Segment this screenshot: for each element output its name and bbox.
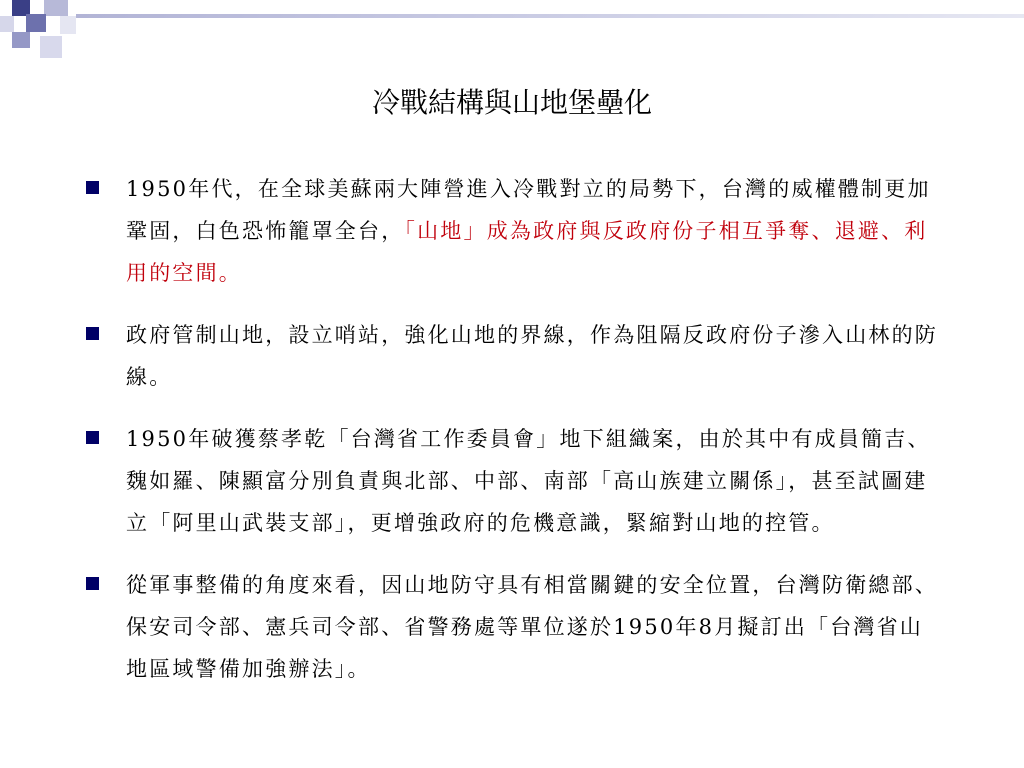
bullet-item xyxy=(86,564,946,690)
slide-title: 冷戰結構與山地堡壘化 xyxy=(371,86,652,119)
bullet-text: 1950年破獲蔡孝乾「台灣省工作委員會」地下組織案，由於其中有成員簡吉、魏如羅、陳顯富分別負責與北部、中部、南部「高山族建立關係」，甚至試圖建立「阿里山武裝支部」，更增強政府的危機意識，緊縮對山地的控管。 xyxy=(126,427,931,535)
bullet-item xyxy=(86,168,946,294)
decorative-square xyxy=(40,36,62,58)
square-bullet-icon xyxy=(86,431,99,444)
bullet-list xyxy=(86,168,946,710)
decorative-square xyxy=(12,32,30,48)
header-bar xyxy=(76,14,1024,18)
decorative-square xyxy=(44,0,68,16)
highlighted-text: 「山地」成為政府與反政府份子相互爭奪、退避、利用的空間。 xyxy=(126,219,928,285)
decorative-square xyxy=(26,14,46,32)
decorative-square xyxy=(60,16,76,34)
bullet-text xyxy=(126,177,931,285)
bullet-item xyxy=(86,418,946,544)
bullet-text: 政府管制山地，設立哨站，強化山地的界線，作為阻隔反政府份子滲入山林的防線。 xyxy=(126,323,938,389)
bullet-text-segment: 1950年代，在全球美蘇兩大陣營進入冷戰對立的局勢下，台灣的威權體制更加鞏固，白色恐怖籠罩全台， xyxy=(126,177,931,243)
bullet-text: 從軍事整備的角度來看，因山地防守具有相當關鍵的安全位置，台灣防衛總部、保安司令部、憲兵司令部、省警務處等單位遂於1950年8月擬訂出「台灣省山地區域警備加強辦法」。 xyxy=(126,573,938,681)
bullet-item xyxy=(86,314,946,398)
square-bullet-icon xyxy=(86,181,99,194)
square-bullet-icon xyxy=(86,577,99,590)
decorative-square xyxy=(0,16,14,32)
square-bullet-icon xyxy=(86,327,99,340)
